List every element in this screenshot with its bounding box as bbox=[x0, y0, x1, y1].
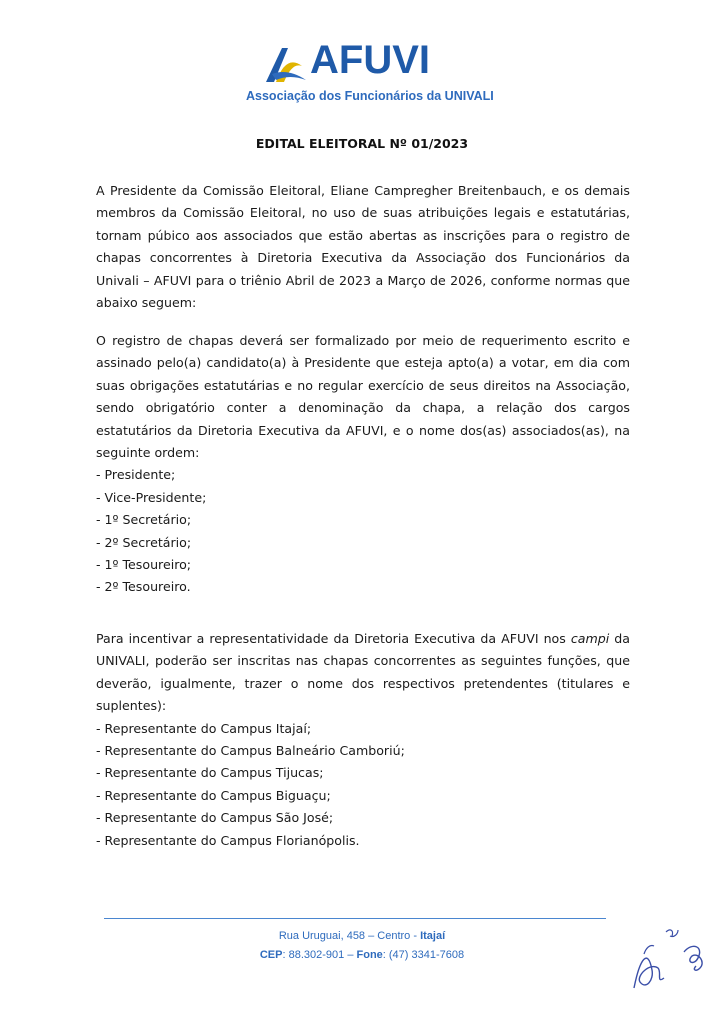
list-item: - 2º Tesoureiro. bbox=[96, 579, 191, 595]
logo-subtitle: Associação dos Funcionários da UNIVALI bbox=[246, 89, 494, 103]
list-item: - Representante do Campus Tijucas; bbox=[96, 765, 324, 781]
phone-label: Fone bbox=[356, 949, 383, 961]
list-item: - Representante do Campus Itajaí; bbox=[96, 720, 312, 736]
cep-value: : 88.302-901 – bbox=[282, 949, 357, 961]
list-item: - Representante do Campus Florianópolis. bbox=[96, 832, 360, 848]
footer-city: Itajaí bbox=[420, 930, 446, 942]
paragraph-campus-text-part: Para incentivar a representatividade da Diretoria Executiva da AFUVI nos bbox=[96, 631, 571, 646]
afuvi-logo bbox=[246, 38, 494, 108]
list-item: - 1º Tesoureiro; bbox=[96, 557, 192, 573]
handwritten-initials-icon bbox=[626, 918, 718, 1002]
list-item: - Vice-Presidente; bbox=[96, 489, 207, 505]
afuvi-logo-mark-icon bbox=[262, 44, 310, 88]
phone-value: : (47) 3341-7608 bbox=[382, 949, 465, 961]
document-title: EDITAL ELEITORAL Nº 01/2023 bbox=[255, 136, 469, 151]
paragraph-campus-text-part: da UNIVALI, poderão ser inscritas nas chapas concorrentes as seguintes funções, que deverão, igualmente, trazer o nome dos respectivos pretendentes (titulares e suplentes): bbox=[96, 631, 631, 714]
footer-address bbox=[0, 930, 724, 942]
list-item: - Representante do Campus Biguaçu; bbox=[96, 787, 331, 803]
paragraph-campus bbox=[96, 628, 630, 852]
footer-divider bbox=[104, 918, 606, 919]
paragraph-registration-text: O registro de chapas deverá ser formalizado por meio de requerimento escrito e assinado pelo(a) candidato(a) à Presidente que esteja apto(a) a votar, em dia com suas obrigações estatutárias e no regular exercício de seus direitos na Associação, sendo obrigatório conter a denominação da chapa, a relação dos cargos estatutários da Diretoria Executiva da AFUVI, e o nome dos(as) associados(as), na seguinte ordem: bbox=[96, 333, 630, 461]
list-item: - Presidente; bbox=[96, 467, 176, 483]
campi-italic: campi bbox=[570, 631, 610, 646]
list-item: - Representante do Campus Balneário Camboriú; bbox=[96, 743, 405, 759]
paragraph-registration bbox=[96, 330, 630, 599]
cep-label: CEP bbox=[259, 949, 283, 961]
footer-contact bbox=[0, 949, 724, 961]
paragraph-intro: A Presidente da Comissão Eleitoral, Eliane Campregher Breitenbauch, e os demais membros da Comissão Eleitoral, no uso de suas atribuições legais e estatutárias, tornam púbico aos associados que estão abertas as inscrições para o registro de chapas concorrentes à Diretoria Executiva da Associação dos Funcionários da Univali – AFUVI para o triênio Abril de 2023 a Março de 2026, conforme normas que abaixo seguem: bbox=[96, 183, 630, 311]
paragraph-campus-text bbox=[96, 628, 630, 718]
footer-street: Rua Uruguai, 458 – Centro - bbox=[278, 930, 421, 942]
list-item: - 2º Secretário; bbox=[96, 534, 192, 550]
list-item: - Representante do Campus São José; bbox=[96, 810, 334, 826]
logo-wordmark: AFUVI bbox=[310, 38, 430, 82]
list-item: - 1º Secretário; bbox=[96, 512, 192, 528]
